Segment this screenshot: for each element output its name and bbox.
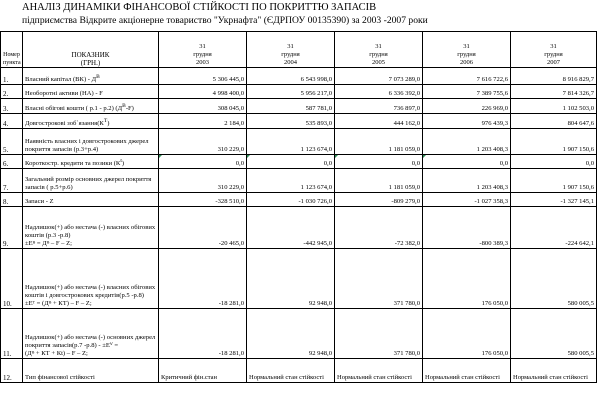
- row-label: Довгострокові $зоб`язання(К^Т)$: [23, 114, 159, 129]
- row-label: Тип фінансової стійкості: [23, 359, 159, 383]
- header-year: 2004: [284, 59, 297, 66]
- header-month: грудня: [544, 51, 563, 58]
- stability-type: Нормальний стан стійкості: [247, 359, 335, 383]
- row-value: -224 642,1: [511, 207, 597, 249]
- marker-icon: [159, 155, 162, 158]
- header-month: грудня: [457, 51, 476, 58]
- header-day: 31: [463, 43, 470, 50]
- header-year-2004: [247, 32, 335, 68]
- table-row: [1, 114, 597, 129]
- row-label: Надлишок(+) або нестача (-) власних обігових коштів (р.3 -р.8) ±Eᴮ = Дᴮ – F – Z;: [23, 207, 159, 249]
- row-formula: (Дᴮ + КТ + Кt) – F – Z;: [25, 350, 88, 357]
- stability-type: Нормальний стан стійкості: [335, 359, 423, 383]
- table-row: [1, 249, 597, 309]
- row-index: 10.: [1, 249, 23, 309]
- marker-icon: [335, 155, 338, 158]
- row-label: Загальний розмір основних джерел покриття запасів ( р.5+р.6): [23, 169, 159, 193]
- header-day: 31: [375, 43, 382, 50]
- row-value: 804 647,6: [511, 114, 597, 129]
- row-value: 0,0: [247, 155, 335, 169]
- header-year: 2003: [196, 59, 209, 66]
- row-value: -72 382,0: [335, 207, 423, 249]
- header-year-2003: [159, 32, 247, 68]
- table-row: [1, 309, 597, 359]
- row-value: 587 781,0: [247, 99, 335, 114]
- table-row: [1, 207, 597, 249]
- table-row: [1, 85, 597, 99]
- header-month: грудня: [193, 51, 212, 58]
- row-index: 1.: [1, 68, 23, 85]
- header-year: 2007: [547, 59, 560, 66]
- row-value: 176 050,0: [423, 309, 511, 359]
- header-year: 2005: [372, 59, 385, 66]
- row-value: -800 389,3: [423, 207, 511, 249]
- row-value: 8 916 829,7: [511, 68, 597, 85]
- row-value: -18 281,0: [159, 249, 247, 309]
- row-value: 371 780,0: [335, 249, 423, 309]
- row-value: 976 439,3: [423, 114, 511, 129]
- marker-icon: [423, 155, 426, 158]
- table-row: [1, 359, 597, 383]
- header-indicator-label: ПОКАЗНИК: [71, 51, 110, 59]
- row-index: 5.: [1, 129, 23, 155]
- row-value: 1 123 674,0: [247, 129, 335, 155]
- row-value: 0,0: [335, 155, 423, 169]
- row-label: Запаси - Z: [23, 193, 159, 207]
- row-value: -18 281,0: [159, 309, 247, 359]
- row-value: 176 050,0: [423, 249, 511, 309]
- row-value: -328 510,0: [159, 193, 247, 207]
- header-year-2005: [335, 32, 423, 68]
- row-index: 8.: [1, 193, 23, 207]
- row-index: 9.: [1, 207, 23, 249]
- row-value: 0,0: [511, 155, 597, 169]
- row-formula: ±Eᵀ = (Дᴮ + КТ) – F – Z;: [25, 300, 92, 307]
- header-indicator-unit: (ГРН.): [80, 59, 101, 67]
- header-year: 2006: [460, 59, 473, 66]
- row-label: Необоротні активи (НА) - F: [23, 85, 159, 99]
- row-value: -1 027 358,3: [423, 193, 511, 207]
- row-value: 310 229,0: [159, 169, 247, 193]
- row-value: 7 616 722,6: [423, 68, 511, 85]
- row-value: 1 203 408,3: [423, 129, 511, 155]
- header-year-2007: [511, 32, 597, 68]
- row-value: 2 184,0: [159, 114, 247, 129]
- row-value: -20 465,0: [159, 207, 247, 249]
- stability-table: [0, 31, 597, 383]
- row-index: 6.: [1, 155, 23, 169]
- table-row: [1, 129, 597, 155]
- row-value: 580 005,5: [511, 249, 597, 309]
- stability-type: Нормальний стан стійкості: [511, 359, 597, 383]
- header-day: 31: [550, 43, 557, 50]
- stability-type: Нормальний стан стійкості: [423, 359, 511, 383]
- row-label: Короткостр. кредити та позики $(К^t)$: [23, 155, 159, 169]
- row-label: Власний капітал $(ВК) - Д^В$: [23, 68, 159, 85]
- header-month: грудня: [369, 51, 388, 58]
- table-row: [1, 99, 597, 114]
- row-value: 310 229,0: [159, 129, 247, 155]
- row-value: 1 907 150,6: [511, 129, 597, 155]
- row-index: 2.: [1, 85, 23, 99]
- header-indicator: [23, 32, 159, 68]
- row-value: 6 336 392,0: [335, 85, 423, 99]
- row-label: Наявність власних і довгострокових джерел покриття запасів (р.3+р.4): [23, 129, 159, 155]
- row-value: 7 389 755,6: [423, 85, 511, 99]
- header-row: [1, 32, 597, 68]
- row-value: 1 102 503,0: [511, 99, 597, 114]
- row-value: 1 181 059,0: [335, 129, 423, 155]
- row-value: 5 956 217,0: [247, 85, 335, 99]
- row-index: 4.: [1, 114, 23, 129]
- row-value: 1 123 674,0: [247, 169, 335, 193]
- row-value: 226 969,0: [423, 99, 511, 114]
- row-value: 1 203 408,3: [423, 169, 511, 193]
- row-value: 535 893,0: [247, 114, 335, 129]
- row-index: 12.: [1, 359, 23, 383]
- row-value: 371 780,0: [335, 309, 423, 359]
- stability-type: Критичний фін.стан: [159, 359, 247, 383]
- row-value: -1 030 726,0: [247, 193, 335, 207]
- row-value: 0,0: [423, 155, 511, 169]
- header-day: 31: [287, 43, 294, 50]
- header-year-2006: [423, 32, 511, 68]
- row-value: 308 045,0: [159, 99, 247, 114]
- row-value: 1 907 150,6: [511, 169, 597, 193]
- row-value: 92 948,0: [247, 309, 335, 359]
- row-index: 7.: [1, 169, 23, 193]
- row-value: 4 998 400,0: [159, 85, 247, 99]
- row-value: 580 005,5: [511, 309, 597, 359]
- row-value: 7 814 326,7: [511, 85, 597, 99]
- row-value: 736 897,0: [335, 99, 423, 114]
- report-title: АНАЛІЗ ДИНАМІКИ ФІНАНСОВОЇ СТІЙКОСТІ ПО ПОКРИТТЮ ЗАПАСІВ: [22, 2, 377, 13]
- marker-icon: [247, 155, 250, 158]
- row-label: Власні обігові кошти ( р.1 - р.2) $(Д^В-F)$: [23, 99, 159, 114]
- row-value: 5 306 445,0: [159, 68, 247, 85]
- report-subtitle: підприємства Відкрите акціонерне товариство "Укрнафта" (ЄДРПОУ 00135390) за 2003 -2007 роки: [22, 15, 428, 26]
- row-index: 3.: [1, 99, 23, 114]
- header-day: 31: [199, 43, 206, 50]
- header-number: Номер пункта: [1, 32, 23, 68]
- row-label: Надлишок(+) або нестача (-) власних обігових коштів і довгострокових кредитів(р.5 -р.8) ±Eᵀ = (Дᴮ + КТ) – F – Z;: [23, 249, 159, 309]
- row-value: -1 327 145,1: [511, 193, 597, 207]
- row-value: 1 181 059,0: [335, 169, 423, 193]
- row-value: 92 948,0: [247, 249, 335, 309]
- table-row: [1, 155, 597, 169]
- table-row: [1, 169, 597, 193]
- row-value: -809 279,0: [335, 193, 423, 207]
- row-value: 0,0: [159, 155, 247, 169]
- row-value: 444 162,0: [335, 114, 423, 129]
- header-month: грудня: [281, 51, 300, 58]
- table-row: [1, 193, 597, 207]
- row-label: Надлишок(+) або нестача (-) основних джерел покриття запасів(р.7 -р.8) - ±Eⱽ = (Дᴮ + КТ + Кt) – F – Z;: [23, 309, 159, 359]
- table-row: [1, 68, 597, 85]
- row-formula: ±Eᴮ = Дᴮ – F – Z;: [25, 240, 72, 247]
- row-value: -442 945,0: [247, 207, 335, 249]
- row-value: 7 073 289,0: [335, 68, 423, 85]
- row-index: 11.: [1, 309, 23, 359]
- row-value: 6 543 998,0: [247, 68, 335, 85]
